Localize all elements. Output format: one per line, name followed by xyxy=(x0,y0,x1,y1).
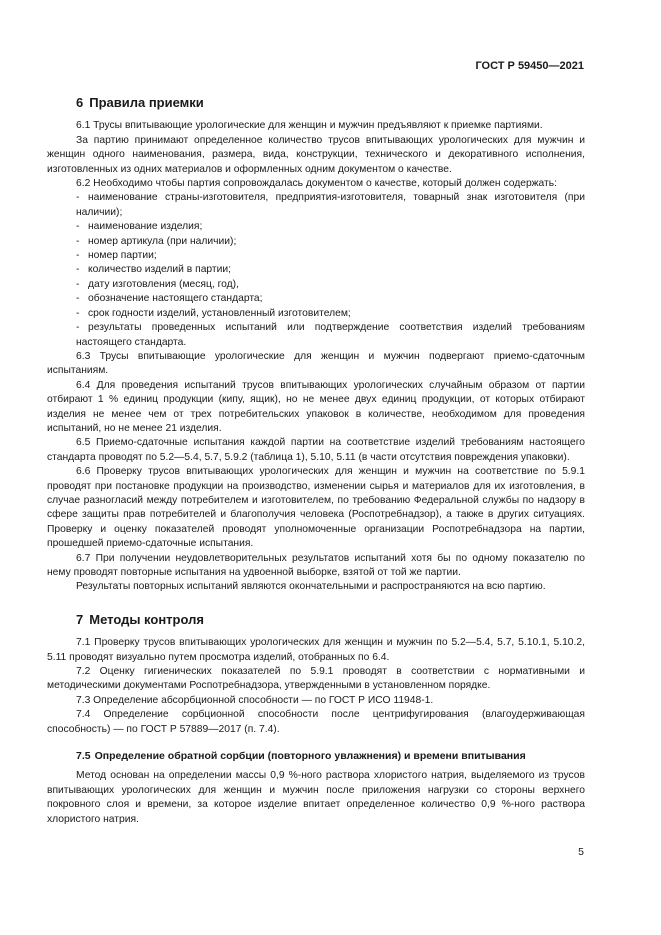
page-number: 5 xyxy=(578,846,584,858)
paragraph-6-1: 6.1 Трусы впитывающие урологические для женщин и мужчин предъявляют к приемке партиями. xyxy=(76,120,543,132)
paragraph-7-3: 7.3 Определение абсорбционной способности — по ГОСТ Р ИСО 11948-1. xyxy=(76,694,434,706)
list-item: - срок годности изделий, установленный изготовителем; xyxy=(76,307,351,319)
subsection-7-5-number: 7.5 xyxy=(76,750,91,763)
paragraph-7-1: 7.1 Проверку трусов впитывающих урологических для женщин и мужчин по 5.2—5.4, 5.7, 5.10.1, 5.10.2, 5.11 проводят визуально путем просмотра изделий, отобранных по 6.4. xyxy=(47,637,585,663)
section-7-number: 7 xyxy=(76,611,84,627)
document-header: ГОСТ Р 59450—2021 xyxy=(475,60,584,72)
paragraph-6-7: 6.7 При получении неудовлетворительных результатов испытаний хотя бы по одному показателю по нему проводят повторные испытания на удвоенной выборке, взятой от той же партии. xyxy=(47,552,585,578)
paragraph-7-2: 7.2 Оценку гигиенических показателей по 5.9.1 проводят в соответствии с нормативными и методическими документами Роспотребнадзора, утвержденными в установленном порядке. xyxy=(47,666,585,692)
document-body xyxy=(47,90,585,827)
section-6-title: Правила приемки xyxy=(89,95,204,110)
paragraph-6-5: 6.5 Приемо-сдаточные испытания каждой партии на соответствие изделий требованиям настоящего стандарта проводят по 5.2—5.4, 5.7, 5.9.2 (таблица 1), 5.10, 5.11 (в части отсутствия повреждения упаковки). xyxy=(47,437,585,463)
paragraph-7-4: 7.4 Определение сорбционной способности после центрифугирования (влагоудерживающая способность) — по ГОСТ Р 57889—2017 (п. 7.4). xyxy=(47,709,585,735)
section-6-number: 6 xyxy=(76,95,84,110)
list-item: - номер артикула (при наличии); xyxy=(76,235,237,247)
paragraph-6-4: 6.4 Для проведения испытаний трусов впитывающих урологических случайным образом от партии отбирают 1 % единиц продукции (кипу, ящик), но не менее двух единиц продукции, от которых отбирают изделия не менее чем от трех потребительских упаковок в количестве, необходимом для проведения испытаний, но не менее 21 изделия. xyxy=(47,379,585,434)
paragraph-7-5: Метод основан на определении массы 0,9 %-ного раствора хлористого натрия, выделяемого из трусов впитывающих урологических для женщин и мужчин после приложения нагрузки со стороны верхнего покровного слоя и времени, за которое изделие впитает определенное количество 0,9 %-ного раствора хлористого натрия. xyxy=(47,770,585,825)
list-item: - наименование изделия; xyxy=(76,221,203,233)
paragraph-6-3: 6.3 Трусы впитывающие урологические для женщин и мужчин подвергают приемо-сдаточным испытаниям. xyxy=(47,350,585,377)
list-item: - наименование страны-изготовителя, предприятия-изготовителя, товарный знак изготовителя (при наличии); xyxy=(76,192,585,218)
paragraph-6-6: 6.6 Проверку трусов впитывающих урологических для женщин и мужчин на соответствие по 5.9.1 проводят при постановке продукции на производство, изменении сырья и материалов для их изготовления, в случае разногласий между потребителем и изготовителем, по требованию Федеральной службы по надзору в сфере защиты прав потребителей и благополучия человека (Роспотребнадзор), а также в других ситуациях. Проверку и оценку показателей проводят уполномоченные организации Роспотребнадзора на партии, прошедшей приемо-сдаточные испытания. xyxy=(47,466,585,550)
list-item: - обозначение настоящего стандарта; xyxy=(76,293,263,305)
section-7-title: Методы контроля xyxy=(89,611,204,627)
section-7-heading xyxy=(47,613,585,627)
paragraph-6-1-lot: За партию принимают определенное количество трусов впитывающих урологических для мужчин и женщин одного наименования, размера, вида, конструкции, технического и декоративного исполнения, изготовленных из одних материалов и оформленных одним документом о качестве. xyxy=(47,134,585,175)
subsection-7-5-heading xyxy=(47,749,585,763)
subsection-7-5-title: Определение обратной сорбции (повторного увлажнения) и времени впитывания xyxy=(94,750,526,763)
quality-document-list xyxy=(47,191,585,349)
section-6-heading xyxy=(47,96,585,110)
paragraph-6-7-results: Результаты повторных испытаний являются окончательными и распространяются на всю партию. xyxy=(76,581,546,593)
list-item: - дату изготовления (месяц, год), xyxy=(76,278,239,290)
list-item: - результаты проведенных испытаний или подтверждение соответствия изделий требованиям настоящего стандарта. xyxy=(76,322,585,348)
paragraph-6-2: 6.2 Необходимо чтобы партия сопровождалась документом о качестве, который должен содержать: xyxy=(76,178,558,190)
list-item: - количество изделий в партии; xyxy=(76,264,232,276)
list-item: - номер партии; xyxy=(76,250,157,262)
